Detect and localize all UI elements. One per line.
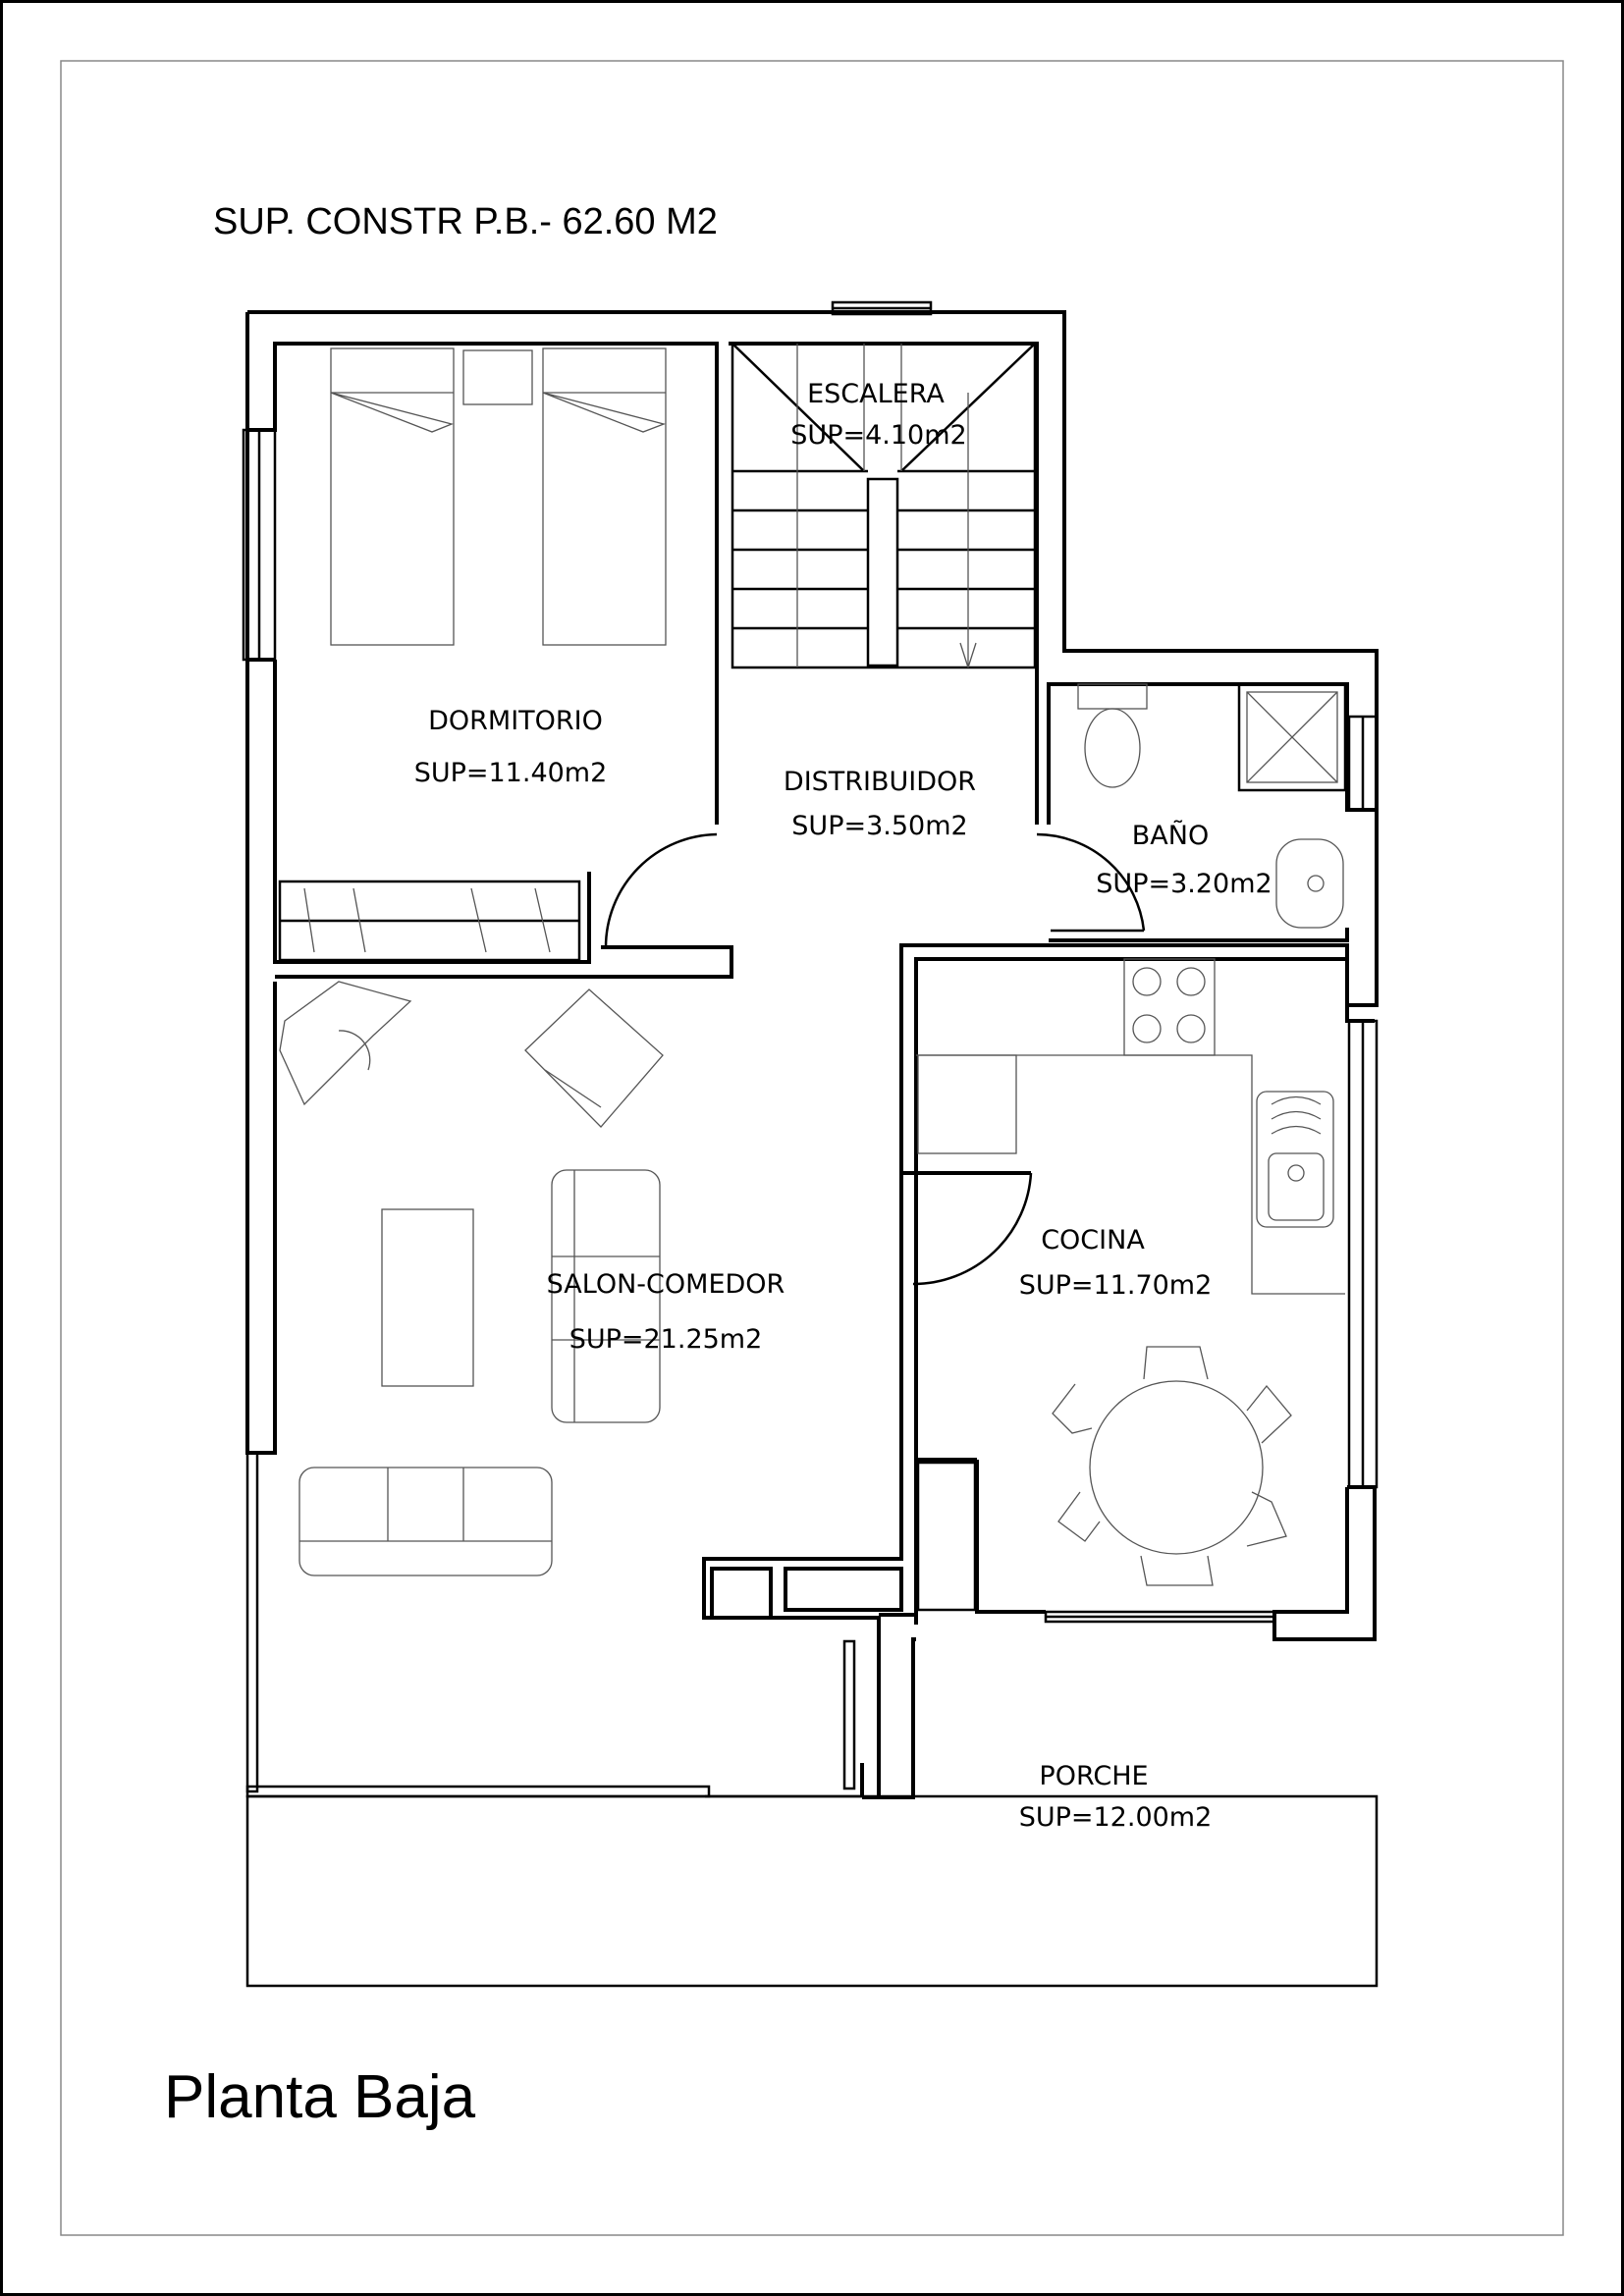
salon-area: SUP=21.25m2 (568, 1324, 763, 1355)
total-area-label: SUP. CONSTR P.B.- 62.60 M2 (213, 201, 718, 242)
plan-title: Planta Baja (164, 2063, 476, 2131)
bano-area: SUP=3.20m2 (1096, 869, 1272, 899)
porche-name: PORCHE (1039, 1761, 1149, 1791)
cocina-area: SUP=11.70m2 (1018, 1270, 1213, 1301)
dormitorio-area: SUP=11.40m2 (413, 758, 608, 788)
cocina-name: COCINA (1041, 1225, 1145, 1255)
windows (244, 302, 1377, 1796)
distribuidor-area: SUP=3.50m2 (791, 811, 968, 841)
escalera-name: ESCALERA (807, 379, 945, 409)
salon-name: SALON-COMEDOR (546, 1269, 785, 1300)
bano-name: BAÑO (1131, 821, 1210, 851)
doors (606, 834, 1144, 1284)
porche-area: SUP=12.00m2 (1018, 1802, 1213, 1833)
dormitorio-name: DORMITORIO (428, 706, 603, 736)
escalera-area: SUP=4.10m2 (790, 420, 967, 451)
bedroom-furniture (280, 348, 666, 960)
distribuidor-name: DISTRIBUIDOR (783, 767, 977, 797)
